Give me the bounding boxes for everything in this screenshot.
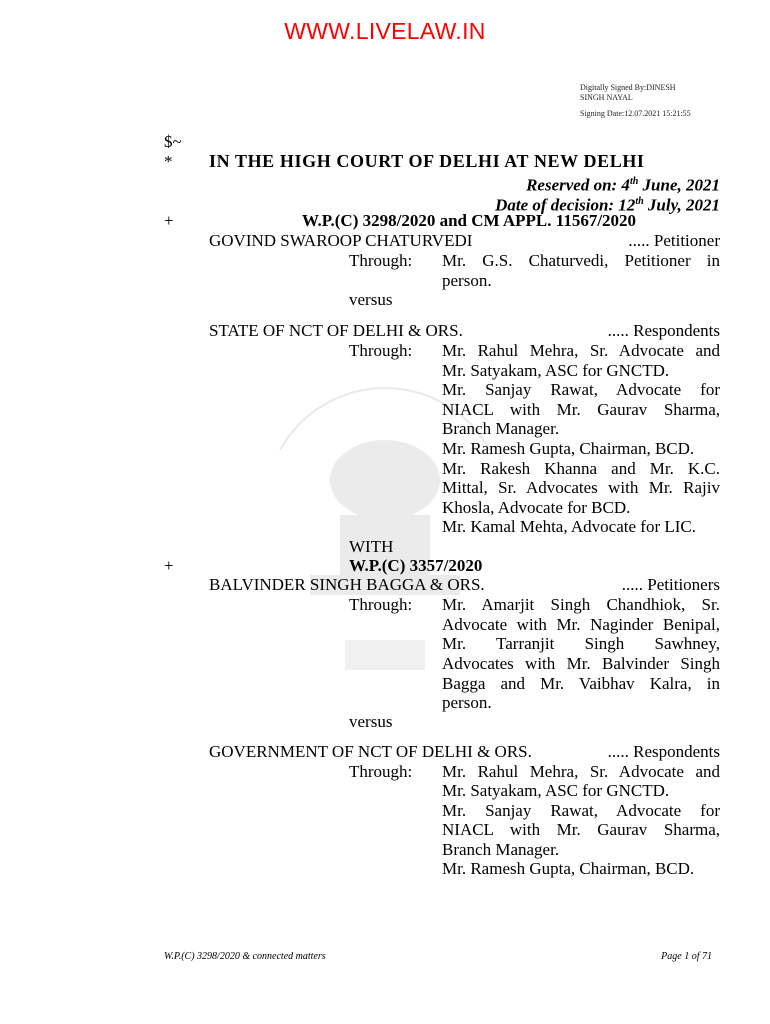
case2-respondent-role: ..... Respondents [607,742,720,761]
case1-petitioner-role: ..... Petitioner [628,231,720,250]
case1-respondent-counsel-9: Mr. Kamal Mehta, Advocate for LIC. [442,517,696,536]
case1-respondent-counsel-4: Branch Manager. [442,419,560,438]
case2-petitioner-counsel-0: Mr. Amarjit Singh Chandhiok, Sr. [442,595,720,614]
case2-petitioner-role: ..... Petitioners [621,575,720,594]
case1-through-petitioner: Through: [349,251,413,270]
signature-line-1: Digitally Signed By:DINESH [580,83,676,92]
case1-versus: versus [349,290,393,309]
case1-title: W.P.(C) 3298/2020 and CM APPL. 11567/2020 [302,211,637,230]
reserved-date: Reserved on: 4th June, 2021 [526,175,720,195]
case2-petitioner-counsel-3: Advocates with Mr. Balvinder Singh [442,654,720,673]
case1-respondent-counsel-6: Mr. Rakesh Khanna and Mr. K.C. [442,459,720,478]
case1-petitioner-counsel-1: person. [442,271,492,290]
case2-petitioner-counsel-2: Mr. Tarranjit Singh Sawhney, [442,634,720,653]
case1-respondent-counsel-0: Mr. Rahul Mehra, Sr. Advocate and [442,341,720,360]
case2-respondent-counsel-4: Branch Manager. [442,840,560,859]
case2-respondent-counsel-3: NIACL with Mr. Gaurav Sharma, [442,820,720,839]
case2-respondent-counsel-1: Mr. Satyakam, ASC for GNCTD. [442,781,670,800]
case1-petitioner: GOVIND SWAROOP CHATURVEDI [209,231,473,250]
case2-respondent-counsel-2: Mr. Sanjay Rawat, Advocate for [442,801,720,820]
case1-through-respondent: Through: [349,341,413,360]
signature-date: Signing Date:12.07.2021 15:21:55 [580,109,691,118]
case1-petitioner-counsel-0: Mr. G.S. Chaturvedi, Petitioner in [442,251,720,270]
case2-petitioner: BALVINDER SINGH BAGGA & ORS. [209,575,485,594]
case1-respondent-counsel-7: Mittal, Sr. Advocates with Mr. Rajiv [442,478,720,497]
marker-dollar: $~ [164,132,182,151]
case2-title: W.P.(C) 3357/2020 [349,556,483,575]
case2-petitioner-counsel-1: Advocate with Mr. Naginder Benipal, [442,615,720,634]
case2-versus: versus [349,712,393,731]
case2-respondent: GOVERNMENT OF NCT OF DELHI & ORS. [209,742,532,761]
case2-through-petitioner: Through: [349,595,413,614]
footer-page-number: Page 1 of 71 [661,951,712,962]
case1-respondent-counsel-2: Mr. Sanjay Rawat, Advocate for [442,380,720,399]
livelaw-watermark: WWW.LIVELAW.IN [284,18,486,44]
signature-line-2: SINGH NAYAL [580,93,633,102]
with-label: WITH [349,537,394,556]
marker-plus-1: + [164,211,174,230]
case1-respondent-counsel-1: Mr. Satyakam, ASC for GNCTD. [442,361,670,380]
case2-through-respondent: Through: [349,762,413,781]
court-heading: IN THE HIGH COURT OF DELHI AT NEW DELHI [209,151,645,171]
marker-star: * [164,152,173,171]
case1-respondent: STATE OF NCT OF DELHI & ORS. [209,321,463,340]
case2-respondent-counsel-5: Mr. Ramesh Gupta, Chairman, BCD. [442,859,695,878]
case2-petitioner-counsel-4: Bagga and Mr. Vaibhav Kalra, in [442,674,720,693]
footer-case-reference: W.P.(C) 3298/2020 & connected matters [164,951,326,962]
case2-petitioner-counsel-5: person. [442,693,492,712]
case1-respondent-role: ..... Respondents [607,321,720,340]
decision-date: Date of decision: 12th July, 2021 [495,195,720,215]
case1-respondent-counsel-5: Mr. Ramesh Gupta, Chairman, BCD. [442,439,695,458]
marker-plus-2: + [164,556,174,575]
case2-respondent-counsel-0: Mr. Rahul Mehra, Sr. Advocate and [442,762,720,781]
case1-respondent-counsel-3: NIACL with Mr. Gaurav Sharma, [442,400,720,419]
case1-respondent-counsel-8: Khosla, Advocate for BCD. [442,498,631,517]
